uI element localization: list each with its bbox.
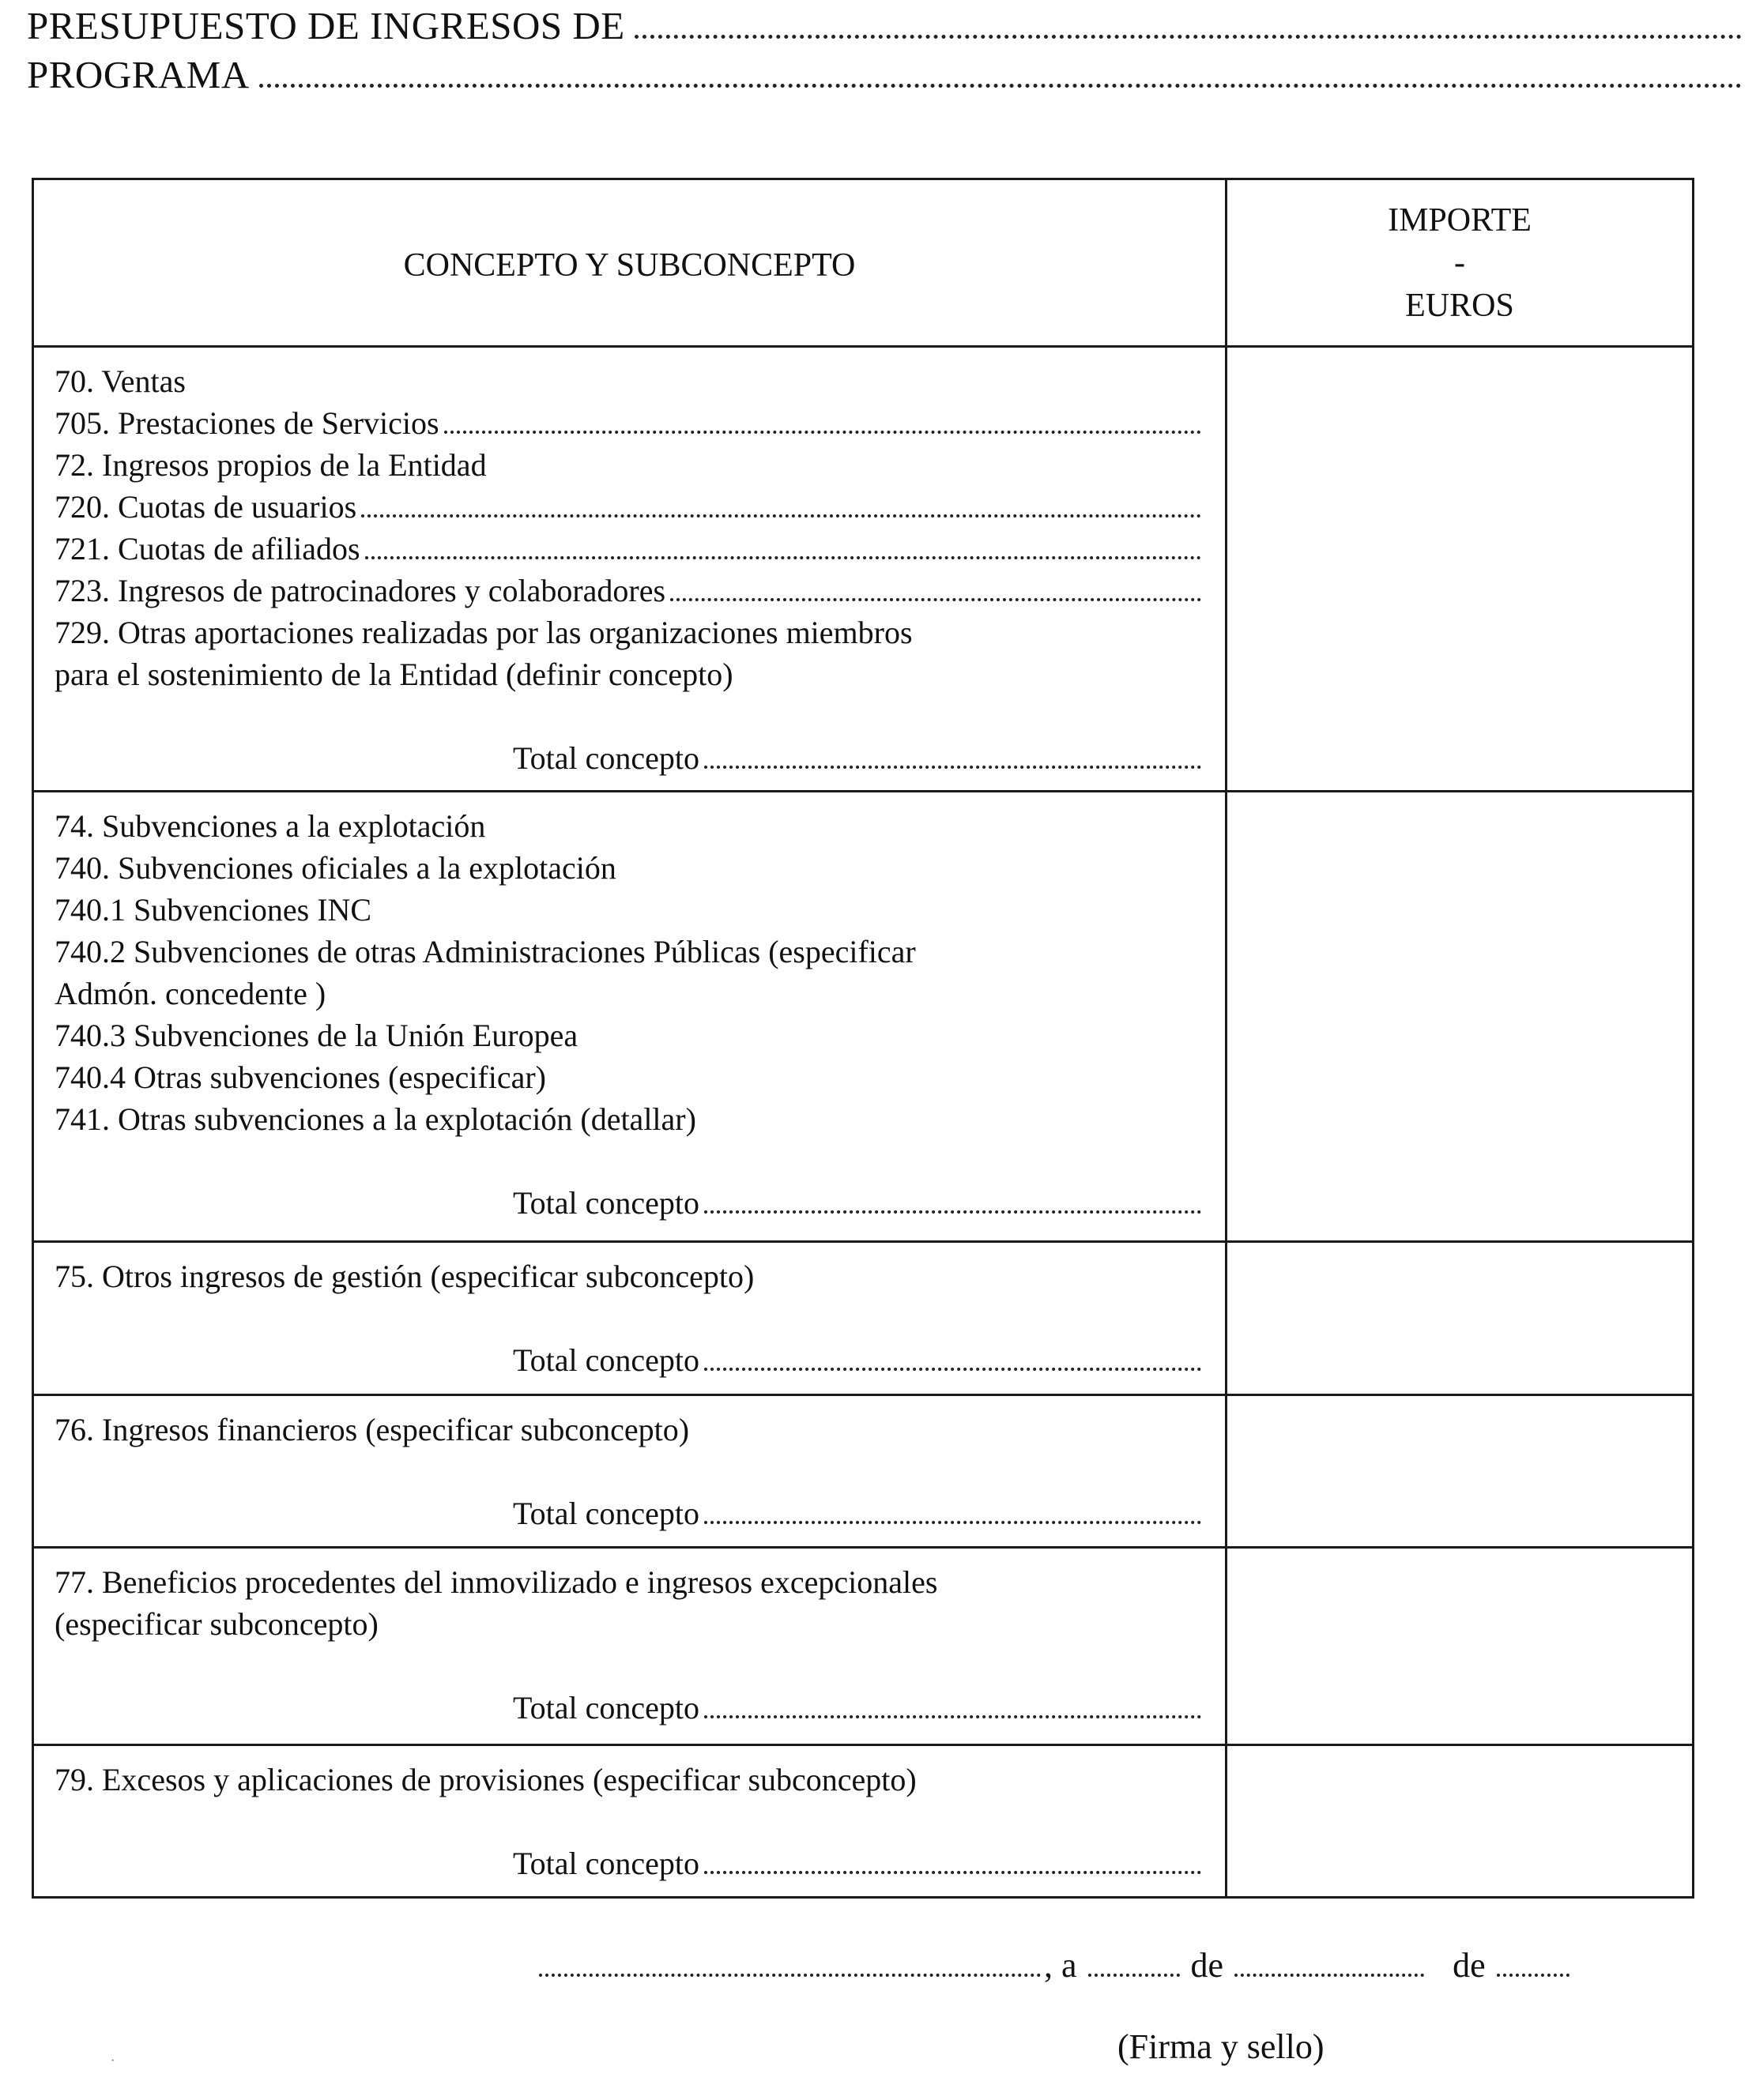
spacer — [55, 695, 1201, 737]
amount-cell[interactable] — [1227, 1746, 1692, 1896]
place-separator: , a — [1044, 1946, 1077, 1985]
concept-cell — [34, 792, 1227, 1240]
place-field[interactable] — [539, 1974, 1041, 1977]
concept-line: 79. Excesos y aplicaciones de provisiones (especificar subconcepto) — [55, 1762, 917, 1797]
scan-speck: · — [111, 2054, 115, 2068]
spacer — [55, 1451, 1201, 1492]
dotted-leader — [361, 514, 1201, 517]
header-fill-line[interactable] — [635, 35, 1742, 39]
concept-line: Admón. concedente ) — [55, 976, 326, 1011]
section-row — [34, 1396, 1692, 1549]
dotted-leader — [704, 1521, 1201, 1524]
total-concept-line — [55, 1492, 1201, 1534]
amount-header-dash: - — [1454, 244, 1465, 281]
concept-line: para el sostenimiento de la Entidad (definir concepto) — [55, 657, 733, 692]
section-row — [34, 792, 1692, 1243]
total-concept-line — [55, 1842, 1201, 1884]
concept-line-with-leader — [55, 528, 1201, 570]
concept-cell — [34, 1243, 1227, 1394]
de-label: de — [1453, 1946, 1486, 1985]
header-line-program — [27, 52, 1742, 97]
signature-label: (Firma y sello) — [1117, 2027, 1325, 2066]
table-header-row — [34, 180, 1692, 348]
header-title: PRESUPUESTO DE INGRESOS DE — [27, 4, 625, 47]
concept-line-text: 720. Cuotas de usuarios — [55, 489, 357, 525]
concept-line: 740. Subvenciones oficiales a la explotación — [55, 850, 616, 886]
concept-line: 75. Otros ingresos de gestión (especificar subconcepto) — [55, 1259, 755, 1294]
month-field[interactable] — [1234, 1974, 1424, 1977]
total-concept-line — [55, 737, 1201, 779]
concept-line: 741. Otras subvenciones a la explotación (detallar) — [55, 1101, 696, 1137]
program-fill-line[interactable] — [259, 84, 1742, 88]
date-place-line — [539, 1945, 1630, 1985]
dotted-leader — [704, 1871, 1201, 1874]
total-label: Total concepto — [513, 1690, 699, 1726]
header-line-budget — [27, 3, 1742, 48]
concept-line: 72. Ingresos propios de la Entidad — [55, 447, 487, 483]
amount-cell[interactable] — [1227, 1243, 1692, 1394]
spacer — [55, 1645, 1201, 1687]
total-label: Total concepto — [513, 1846, 699, 1881]
total-concept-line — [55, 1687, 1201, 1729]
program-label: PROGRAMA — [27, 53, 250, 96]
concept-line: 70. Ventas — [55, 363, 186, 399]
concept-column-header: CONCEPTO Y SUBCONCEPTO — [34, 180, 1227, 345]
concept-cell — [34, 1396, 1227, 1546]
concept-line: 76. Ingresos financieros (especificar subconcepto) — [55, 1412, 690, 1447]
concept-line-with-leader — [55, 570, 1201, 612]
concept-cell — [34, 1746, 1227, 1896]
section-row — [34, 1243, 1692, 1396]
concept-line-text: 705. Prestaciones de Servicios — [55, 405, 439, 441]
amount-header-unit: EUROS — [1405, 287, 1514, 324]
spacer — [55, 1140, 1201, 1182]
income-table — [32, 178, 1694, 1899]
amount-cell[interactable] — [1227, 1396, 1692, 1546]
year-field[interactable] — [1497, 1974, 1569, 1977]
de-label: de — [1190, 1946, 1224, 1985]
section-row — [34, 348, 1692, 792]
concept-cell — [34, 348, 1227, 790]
concept-line: 740.3 Subvenciones de la Unión Europea — [55, 1018, 578, 1053]
spacer — [55, 1297, 1201, 1339]
dotted-leader — [704, 1210, 1201, 1214]
concept-line-text: 721. Cuotas de afiliados — [55, 531, 360, 566]
concept-line-with-leader — [55, 402, 1201, 444]
dotted-leader — [704, 1368, 1201, 1371]
dotted-leader — [444, 431, 1201, 434]
amount-cell[interactable] — [1227, 348, 1692, 790]
amount-column-header — [1227, 180, 1692, 345]
amount-header-line: IMPORTE — [1388, 201, 1532, 239]
spacer — [55, 1801, 1201, 1842]
section-row — [34, 1746, 1692, 1896]
concept-line: 740.2 Subvenciones de otras Administraciones Públicas (especificar — [55, 934, 916, 969]
total-label: Total concepto — [513, 1185, 699, 1221]
section-row — [34, 1549, 1692, 1746]
concept-line-text: 723. Ingresos de patrocinadores y colaboradores — [55, 573, 666, 608]
concept-line: (especificar subconcepto) — [55, 1606, 379, 1642]
total-label: Total concepto — [513, 1496, 699, 1531]
amount-cell[interactable] — [1227, 792, 1692, 1240]
dotted-leader — [670, 598, 1201, 601]
total-label: Total concepto — [513, 1342, 699, 1378]
total-concept-line — [55, 1182, 1201, 1224]
concept-line: 740.1 Subvenciones INC — [55, 892, 372, 928]
dotted-leader — [365, 556, 1201, 559]
concept-line: 74. Subvenciones a la explotación — [55, 808, 486, 844]
day-field[interactable] — [1088, 1974, 1180, 1977]
concept-cell — [34, 1549, 1227, 1744]
total-label: Total concepto — [513, 740, 699, 776]
concept-line: 729. Otras aportaciones realizadas por las organizaciones miembros — [55, 615, 913, 650]
concept-line: 77. Beneficios procedentes del inmovilizado e ingresos excepcionales — [55, 1564, 938, 1600]
amount-cell[interactable] — [1227, 1549, 1692, 1744]
dotted-leader — [704, 766, 1201, 769]
total-concept-line — [55, 1339, 1201, 1381]
concept-line-with-leader — [55, 486, 1201, 528]
concept-line: 740.4 Otras subvenciones (especificar) — [55, 1059, 546, 1095]
dotted-leader — [704, 1715, 1201, 1718]
